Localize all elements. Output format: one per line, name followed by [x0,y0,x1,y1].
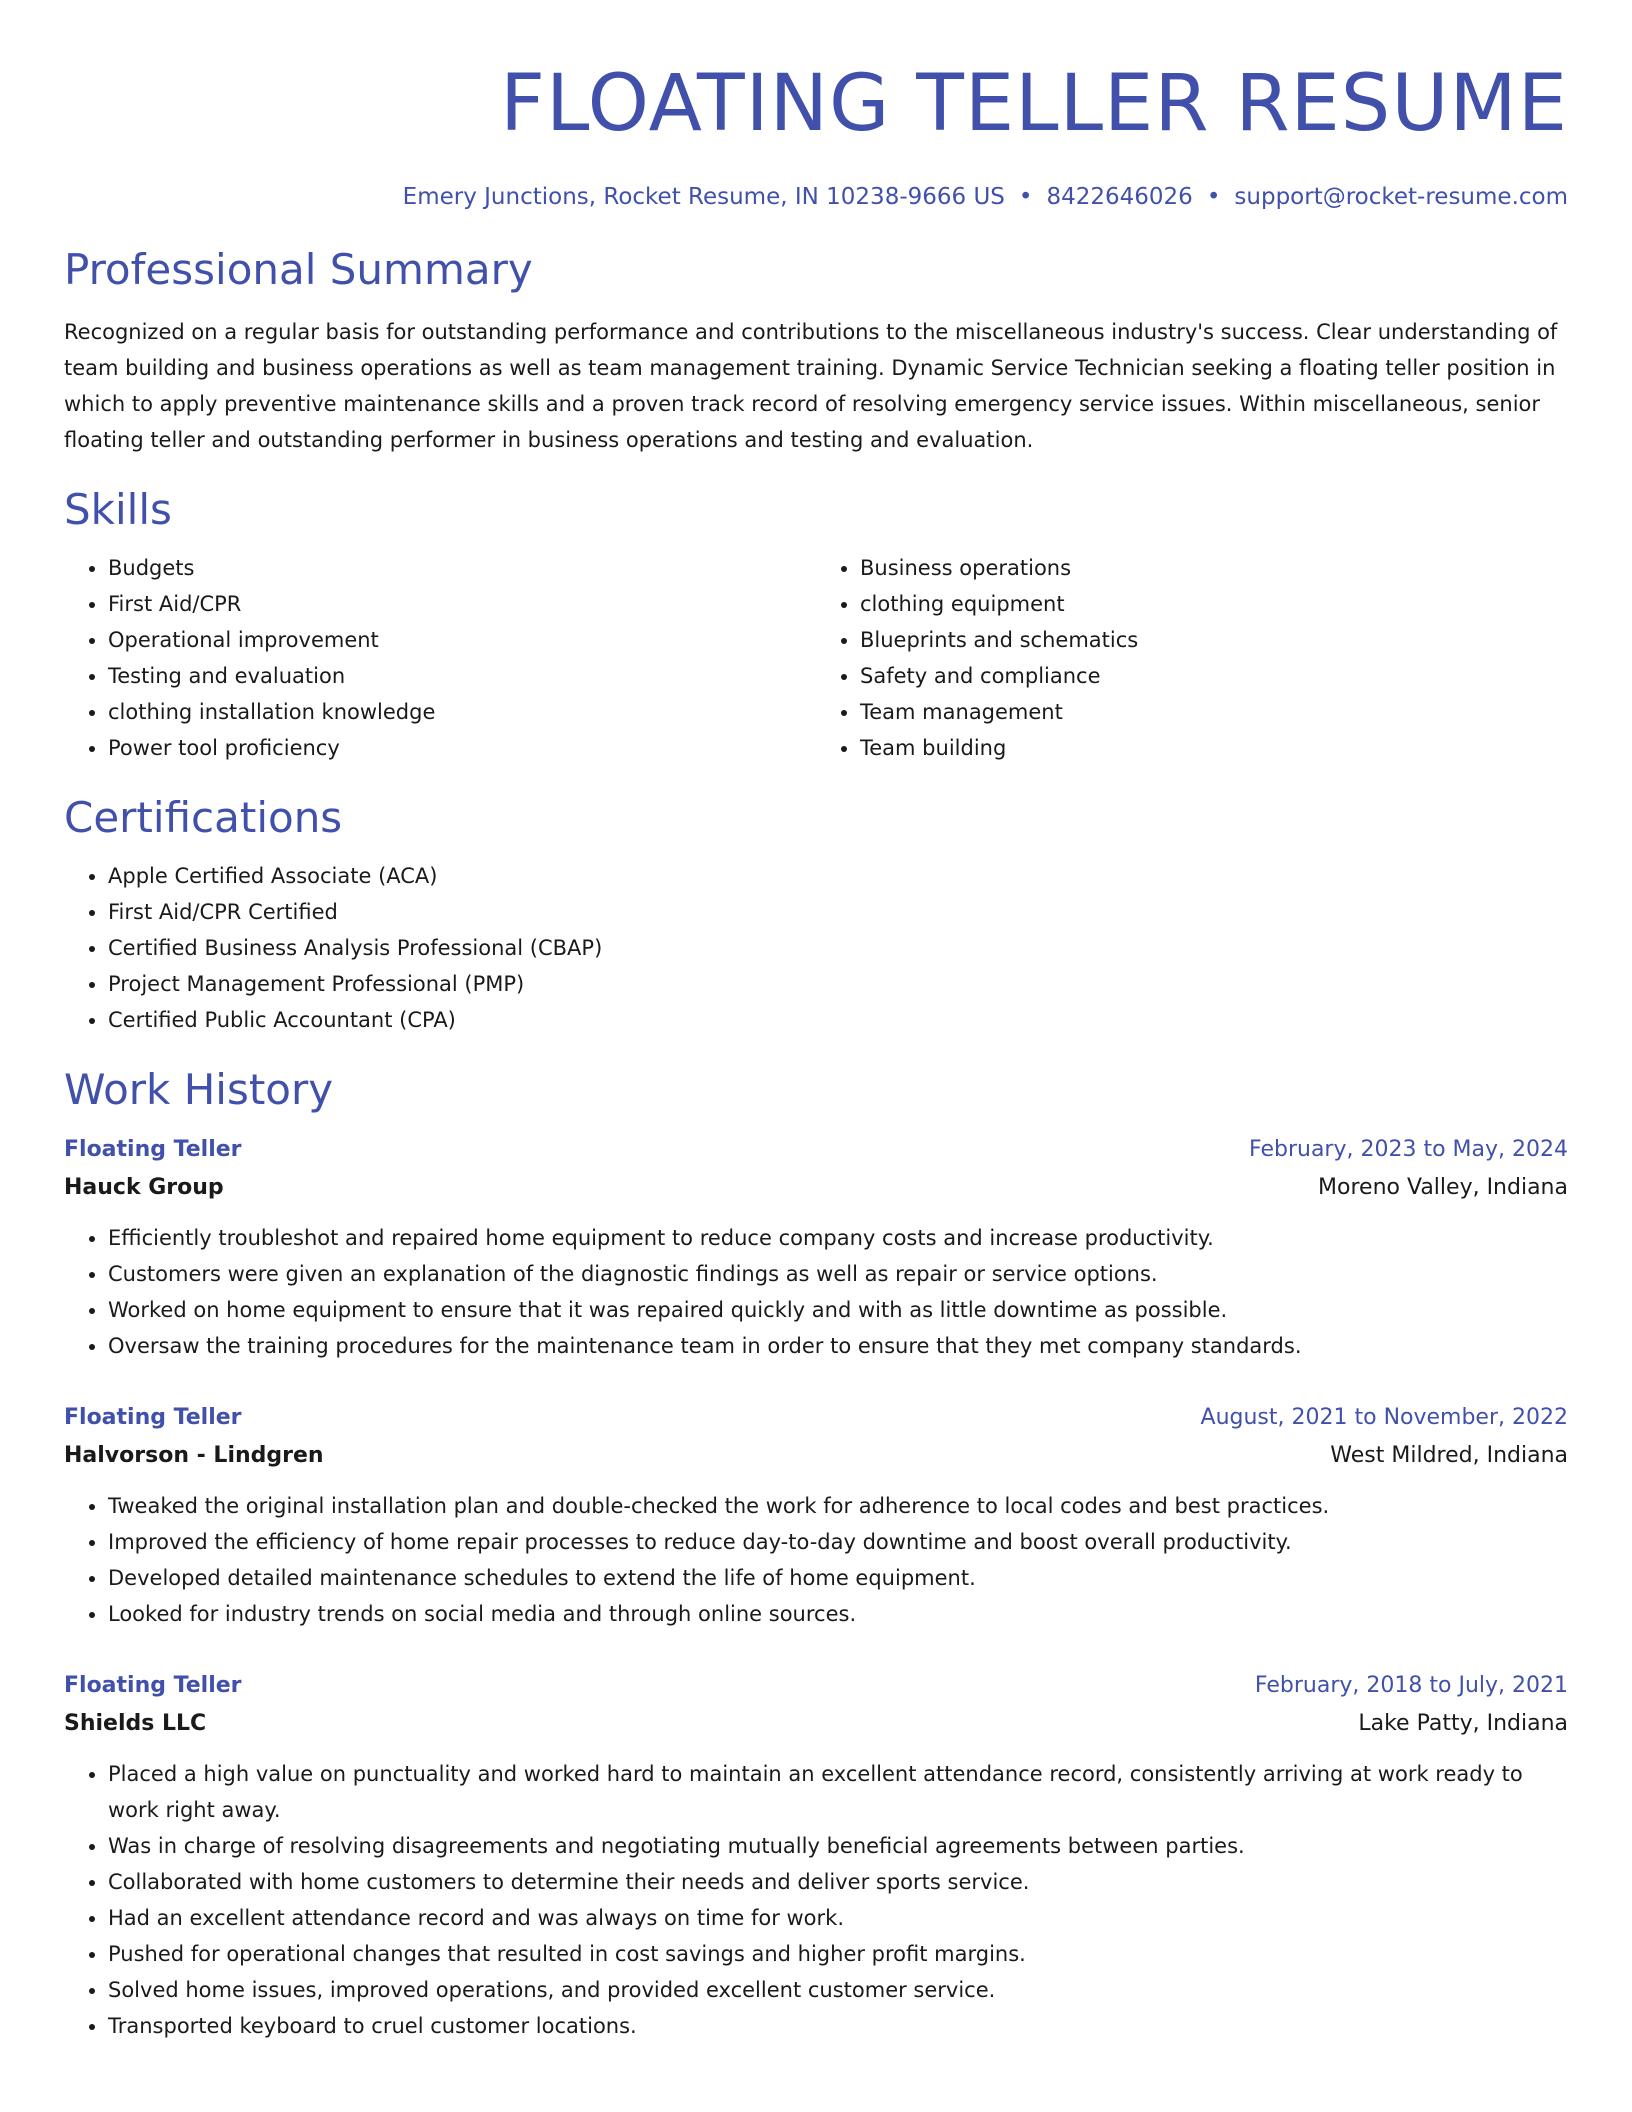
skills-heading: Skills [64,485,172,534]
job-company: Shields LLC [64,1711,207,1736]
job-location: Lake Patty, Indiana [1358,1711,1568,1736]
job-bullet: • Solved home issues, improved operations, and provided excellent customer service. [108,1972,1568,2008]
skill-item: • Team building [860,730,1568,766]
certifications-section [64,792,1568,1038]
certifications-heading: Certifications [64,793,343,842]
work-history-heading: Work History [64,1065,334,1114]
skills-section [64,484,1568,766]
job-bullet: • Collaborated with home customers to determine their needs and deliver sports service. [108,1864,1568,1900]
job-dates: February, 2018 to July, 2021 [1254,1673,1568,1698]
professional-summary-section [64,244,1568,458]
job-bullet: • Had an excellent attendance record and was always on time for work. [108,1900,1568,1936]
job-bullet: • Placed a high value on punctuality and worked hard to maintain an excellent attendance record, consistently arriving at work ready to work right away. [108,1756,1568,1828]
job-dates: August, 2021 to November, 2022 [1200,1405,1568,1430]
contact-line [64,182,1568,212]
skill-item: • First Aid/CPR [108,586,816,622]
contact-email[interactable]: support@rocket-resume.com [1234,184,1568,210]
job-title: Floating Teller [64,1405,242,1430]
job-bullets [64,1756,1568,2044]
job-title-row [64,1132,1568,1168]
job-bullet: • Efficiently troubleshot and repaired home equipment to reduce company costs and increase productivity. [108,1220,1568,1256]
job-bullets [64,1220,1568,1364]
job-bullet: • Improved the efficiency of home repair processes to reduce day-to-day downtime and boost overall productivity. [108,1524,1568,1560]
job-company: Halvorson - Lindgren [64,1443,324,1468]
skills-list-right [816,550,1568,766]
job-bullet: • Looked for industry trends on social media and through online sources. [108,1596,1568,1632]
contact-separator: • [1206,184,1221,210]
job-bullet: • Tweaked the original installation plan and double-checked the work for adherence to local codes and best practices. [108,1488,1568,1524]
skill-item: • Operational improvement [108,622,816,658]
summary-heading: Professional Summary [64,245,533,294]
job-company-row [64,1168,1568,1208]
skill-item: • Blueprints and schematics [860,622,1568,658]
job-company-row [64,1704,1568,1744]
certification-item: • Certified Public Accountant (CPA) [108,1002,1568,1038]
certification-item: • Certified Business Analysis Professional (CBAP) [108,930,1568,966]
contact-address: Emery Junctions, Rocket Resume, IN 10238-9666 US [402,184,1005,210]
skill-item: • clothing equipment [860,586,1568,622]
job-title: Floating Teller [64,1673,242,1698]
job-bullet: • Was in charge of resolving disagreements and negotiating mutually beneficial agreements between parties. [108,1828,1568,1864]
skill-item: • Power tool proficiency [108,730,816,766]
job-bullets [64,1488,1568,1632]
job-title: Floating Teller [64,1137,242,1162]
contact-phone: 8422646026 [1046,184,1193,210]
job-entry [64,1400,1568,1632]
job-location: Moreno Valley, Indiana [1318,1175,1568,1200]
summary-text: Recognized on a regular basis for outstanding performance and contributions to the miscellaneous industry's success. Clear understanding of team building and business operations as well as team management training. Dynamic Service Technician seeking a floating teller position in which to apply preventive maintenance skills and a proven track record of resolving emergency service issues. Within miscellaneous, senior floating teller and outstanding performer in business operations and testing and evaluation. [64,320,1558,452]
job-title-row [64,1400,1568,1436]
skill-item: • Safety and compliance [860,658,1568,694]
work-history-section [64,1064,1568,2044]
certification-item: • First Aid/CPR Certified [108,894,1568,930]
job-title-row [64,1668,1568,1704]
certification-item: • Project Management Professional (PMP) [108,966,1568,1002]
job-location: West Mildred, Indiana [1330,1443,1568,1468]
skill-item: • Testing and evaluation [108,658,816,694]
skill-item: • Business operations [860,550,1568,586]
job-bullet: • Pushed for operational changes that resulted in cost savings and higher profit margins. [108,1936,1568,1972]
skills-list-left [64,550,816,766]
certification-item: • Apple Certified Associate (ACA) [108,858,1568,894]
skill-item: • clothing installation knowledge [108,694,816,730]
job-company: Hauck Group [64,1175,224,1200]
job-bullet: • Worked on home equipment to ensure that it was repaired quickly and with as little downtime as possible. [108,1292,1568,1328]
job-bullet: • Developed detailed maintenance schedules to extend the life of home equipment. [108,1560,1568,1596]
contact-separator: • [1018,184,1033,210]
resume-title: FLOATING TELLER RESUME [500,59,1568,149]
job-bullet: • Customers were given an explanation of the diagnostic findings as well as repair or service options. [108,1256,1568,1292]
skills-grid [64,550,1568,766]
job-entry [64,1668,1568,2044]
skill-item: • Team management [860,694,1568,730]
job-company-row [64,1436,1568,1476]
job-entry [64,1132,1568,1364]
job-dates: February, 2023 to May, 2024 [1249,1137,1568,1162]
job-bullet: • Oversaw the training procedures for the maintenance team in order to ensure that they met company standards. [108,1328,1568,1364]
certifications-list [64,858,1568,1038]
job-bullet: • Transported keyboard to cruel customer locations. [108,2008,1568,2044]
skill-item: • Budgets [108,550,816,586]
